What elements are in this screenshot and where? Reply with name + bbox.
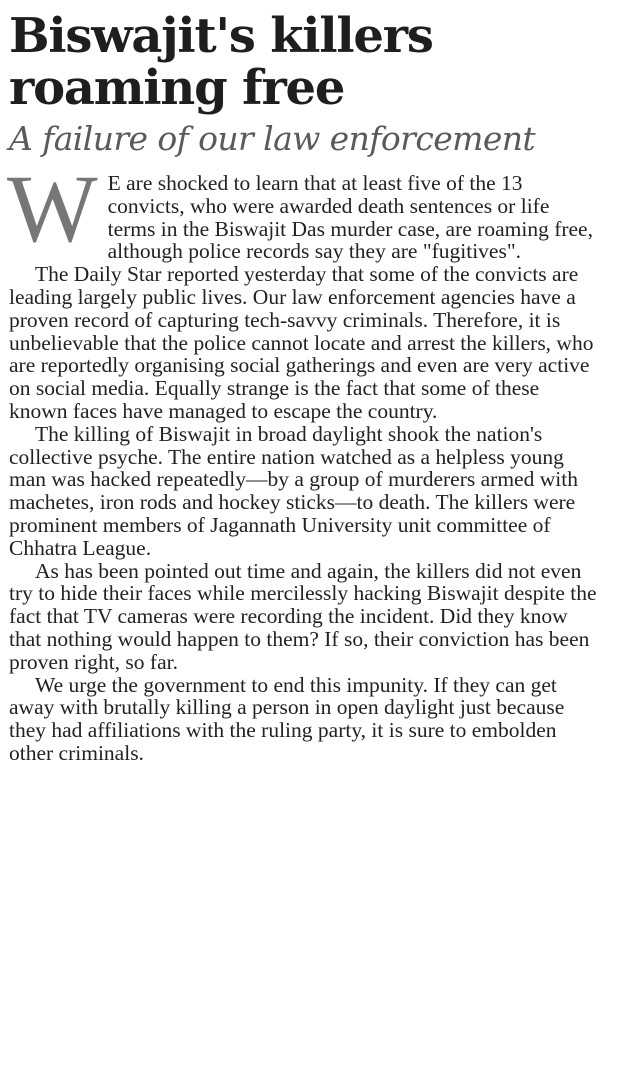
paragraph-4: As has been pointed out time and again, the killers did not even try to hide their faces while mercilessly hacking Biswajit despite the fact that TV cameras were recording the incident. Did they know that nothing would happen to them? If so, their conviction has been proven right, so far. [9, 558, 597, 674]
headline-line-1: Biswajit's killers [9, 8, 433, 64]
paragraph-1 [7, 155, 597, 264]
headline [9, 10, 597, 114]
subheadline: A failure of our law enforcement [9, 119, 536, 158]
editorial-article [9, 10, 597, 765]
paragraph-1-text: E are shocked to learn that at least five of the 13 convicts, who were awarded death sentences or life terms in the Biswajit Das murder case, are roaming free, although police records say they are "fugitives". [107, 171, 593, 264]
article-body [7, 155, 597, 765]
headline-line-2: roaming free [9, 60, 345, 116]
drop-cap: W [7, 155, 98, 262]
paragraph-5: We urge the government to end this impunity. If they can get away with brutally killing a person in open daylight just because they had affiliations with the ruling party, it is sure to embolden other criminals. [9, 672, 565, 765]
paragraph-3: The killing of Biswajit in broad daylight shook the nation's collective psyche. The entire nation watched as a helpless young man was hacked repeatedly—by a group of murderers armed with machetes, iron rods and hockey sticks—to death. The killers were prominent members of Jagannath University unit committee of Chhatra League. [9, 421, 578, 560]
paragraph-2: The Daily Star reported yesterday that some of the convicts are leading largely public lives. Our law enforcement agencies have a proven record of capturing tech-savvy criminals. Therefore, it is unbelievable that the police cannot locate and arrest the killers, who are reportedly organising social gatherings and even are very active on social media. Equally strange is the fact that some of these known faces have managed to escape the country. [9, 262, 594, 423]
